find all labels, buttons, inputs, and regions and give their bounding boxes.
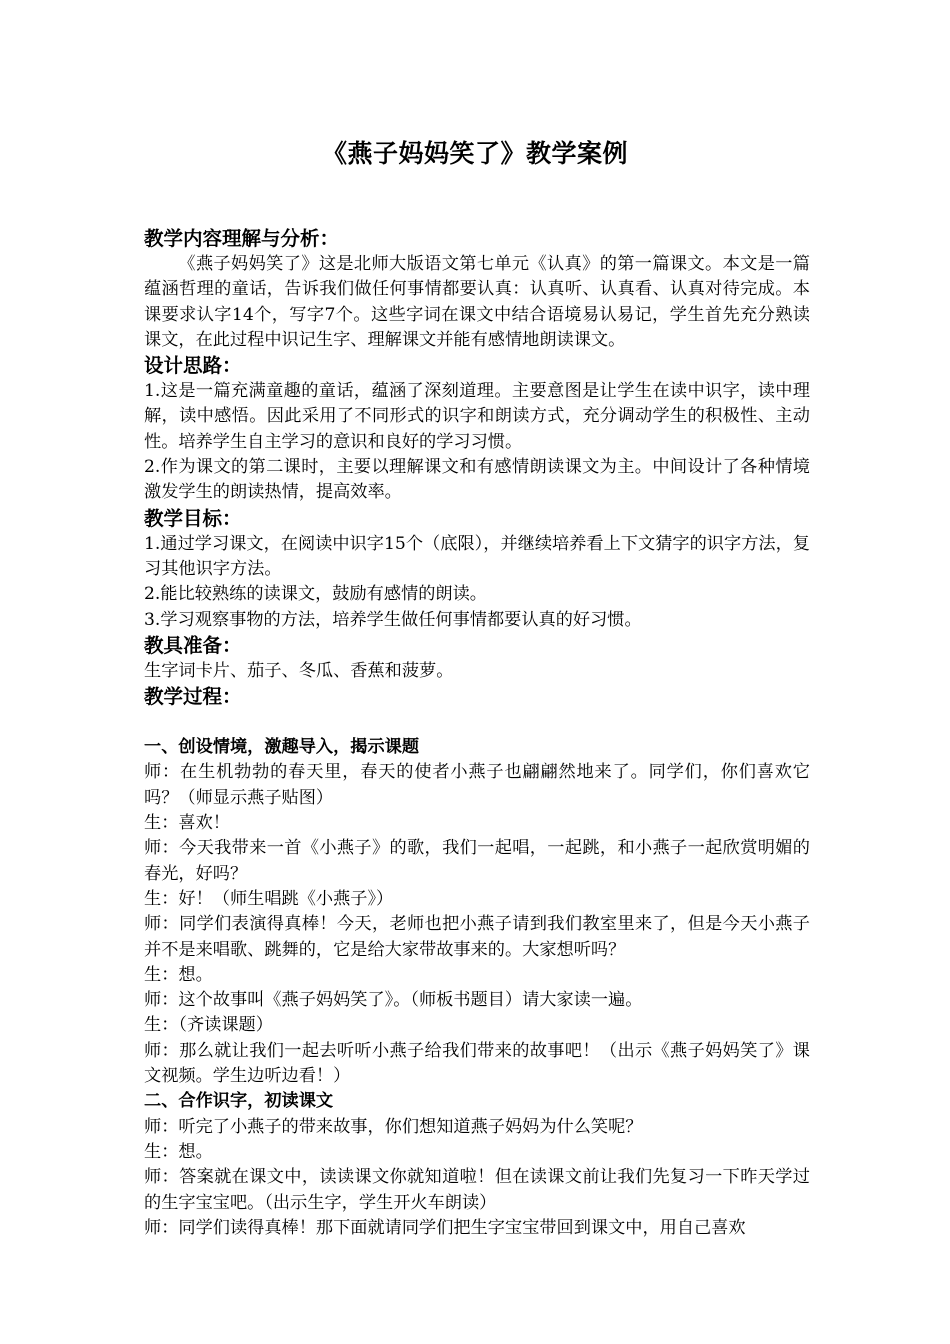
goal-item-2: 2.能比较熟练的读课文，鼓励有感情的朗读。 bbox=[144, 584, 487, 605]
dialogue-line: 师：在生机勃勃的春天里，春天的使者小燕子也翩翩然地来了。同学们，你们喜欢它吗？（师显示燕子贴图） bbox=[144, 762, 810, 808]
section-heading-process: 教学过程： bbox=[144, 685, 242, 709]
goal-item-1: 1.通过学习课文，在阅读中识字15个（底限），并继续培养看上下文猜字的识字方法，复习其他识字方法。 bbox=[144, 533, 810, 579]
dialogue-line: 师：答案就在课文中，读读课文你就知道啦！但在读课文前让我们先复习一下昨天学过的生字宝宝吧。（出示生字，学生开火车朗读） bbox=[144, 1167, 810, 1213]
blank-line bbox=[144, 710, 810, 735]
dialogue-line: 生：（齐读课题） bbox=[144, 1015, 273, 1036]
design-paragraph-2: 2.作为课文的第二课时，主要以理解课文和有感情朗读课文为主。中间设计了各种情境激发学生的朗读热情，提高效率。 bbox=[144, 457, 810, 503]
dialogue-line: 生：好！（师生唱跳《小燕子》） bbox=[144, 888, 394, 909]
dialogue-line: 生：喜欢！ bbox=[144, 813, 230, 834]
design-paragraph-1: 1.这是一篇充满童趣的童话，蕴涵了深刻道理。主要意图是让学生在读中识字，读中理解，读中感悟。因此采用了不同形式的识字和朗读方式，充分调动学生的积极性、主动性。培养学生自主学习的意识和良好的学习习惯。 bbox=[144, 381, 810, 452]
dialogue-line: 师：那么就让我们一起去听听小燕子给我们带来的故事吧！（出示《燕子妈妈笑了》课文视频。学生边听边看！） bbox=[144, 1040, 810, 1087]
process-part-1-title: 一、创设情境，激趣导入，揭示课题 bbox=[144, 737, 420, 758]
dialogue-line: 师：同学们表演得真棒！今天，老师也把小燕子请到我们教室里来了，但是今天小燕子并不是来唱歌、跳舞的，它是给大家带故事来的。大家想听吗？ bbox=[144, 914, 810, 960]
dialogue-line: 生：想。 bbox=[144, 1141, 213, 1162]
document-title: 《燕子妈妈笑了》教学案例 bbox=[321, 139, 628, 168]
dialogue-line: 师：听完了小燕子的带来故事，你们想知道燕子妈妈为什么笑呢？ bbox=[144, 1116, 643, 1137]
dialogue-line: 生：想。 bbox=[144, 964, 213, 985]
tools-paragraph: 生字词卡片、茄子、冬瓜、香蕉和菠萝。 bbox=[144, 660, 454, 681]
section-heading-design: 设计思路： bbox=[144, 354, 242, 378]
section-heading-goals: 教学目标： bbox=[144, 506, 242, 530]
analysis-paragraph: 《燕子妈妈笑了》这是北师大版语文第七单元《认真》的第一篇课文。本文是一篇蕴涵哲理的童话，告诉我们做任何事情都要认真：认真听、认真看、认真对待完成。本课要求认字14个，写字7个。这些字词在课文中结合语境易认易记，学生首先充分熟读课文，在此过程中识记生字、理解课文并能有感情地朗读课文。 bbox=[144, 254, 810, 350]
section-heading-analysis: 教学内容理解与分析： bbox=[144, 227, 340, 250]
dialogue-line: 师：今天我带来一首《小燕子》的歌，我们一起唱，一起跳，和小燕子一起欣赏明媚的春光，好吗？ bbox=[144, 838, 810, 884]
document-body bbox=[144, 226, 810, 1241]
process-part-2-title: 二、合作识字，初读课文 bbox=[144, 1091, 334, 1112]
dialogue-line: 师：同学们读得真棒！那下面就请同学们把生字宝宝带回到课文中，用自己喜欢 bbox=[144, 1217, 746, 1238]
dialogue-line: 师：这个故事叫《燕子妈妈笑了》。（师板书题目）请大家读一遍。 bbox=[144, 990, 643, 1011]
section-heading-tools: 教具准备： bbox=[144, 633, 242, 657]
goal-item-3: 3.学习观察事物的方法，培养学生做任何事情都要认真的好习惯。 bbox=[144, 609, 642, 630]
